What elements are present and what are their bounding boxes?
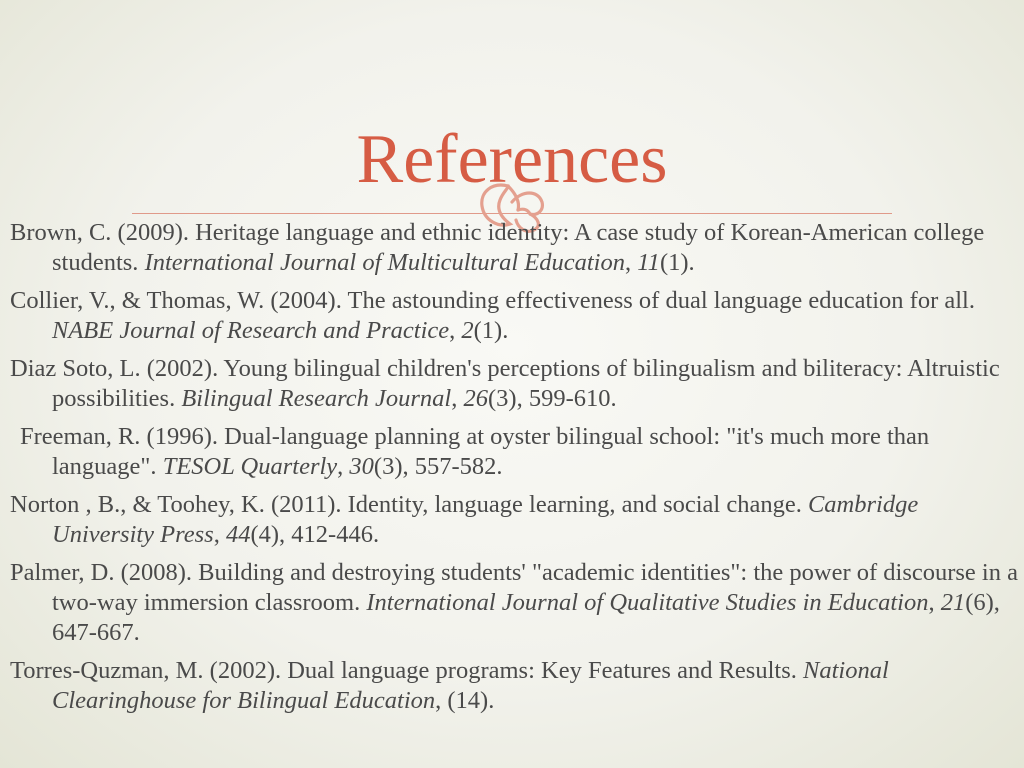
reference-citation: Palmer, D. (2008). Building and destroying students' "academic identities": the power of discourse in a two-way immersion classroom. <box>10 559 1018 616</box>
reference-item: Freeman, R. (1996). Dual-language planning at oyster bilingual school: "it's much more than language". TESOL Quarterly, 30(3), 557-582. <box>20 423 930 480</box>
reference-list <box>10 218 1020 724</box>
reference-source: International Journal of Qualitative Studies in Education <box>366 589 929 616</box>
reference-citation: Freeman, R. (1996). Dual-language planning at oyster bilingual school: "it's much more than language". <box>20 423 930 480</box>
reference-item: Palmer, D. (2008). Building and destroying students' "academic identities": the power of discourse in a two-way immersion classroom. International Journal of Qualitative Studies in Education, 21(6), 647-667. <box>10 559 1018 646</box>
reference-citation: Norton , B., & Toohey, K. (2011). Identity, language learning, and social change. <box>10 491 808 518</box>
reference-issue: (4), 412-446. <box>250 521 380 548</box>
reference-item: Diaz Soto, L. (2002). Young bilingual children's perceptions of bilingualism and biliteracy: Altruistic possibilities. Bilingual Research Journal, 26(3), 599-610. <box>10 355 1000 412</box>
reference-issue: , (14). <box>435 687 495 714</box>
reference-issue: (6), 647-667. <box>52 589 1000 646</box>
reference-source: Bilingual Research Journal <box>181 385 452 412</box>
slide-title: References <box>356 120 668 198</box>
reference-item: Norton , B., & Toohey, K. (2011). Identity, language learning, and social change. Cambridge University Press, 44(4), 412-446. <box>10 491 919 548</box>
reference-citation: Collier, V., & Thomas, W. (2004). The astounding effectiveness of dual language education for all. <box>10 287 975 314</box>
reference-volume: 2 <box>461 317 474 344</box>
reference-volume: 26 <box>463 385 488 412</box>
reference-source: International Journal of Multicultural Education <box>144 249 625 276</box>
reference-issue: (1). <box>473 317 509 344</box>
reference-item: Collier, V., & Thomas, W. (2004). The astounding effectiveness of dual language education for all. NABE Journal of Research and Practice, 2(1). <box>10 287 975 344</box>
reference-issue: (3), 599-610. <box>488 385 617 412</box>
reference-volume: 30 <box>349 453 374 480</box>
reference-volume: 21 <box>940 589 966 616</box>
reference-volume: 44 <box>225 521 251 548</box>
reference-issue: (3), 557-582. <box>373 453 503 480</box>
reference-citation: Torres-Quzman, M. (2002). Dual language programs: Key Features and Results. <box>10 657 803 684</box>
reference-source: National Clearinghouse for Bilingual Education <box>52 657 889 714</box>
reference-volume: 11 <box>637 249 660 276</box>
reference-citation: Brown, C. (2009). Heritage language and ethnic identity: A case study of Korean-American college students. <box>10 219 985 276</box>
reference-source: NABE Journal of Research and Practice <box>52 317 450 344</box>
reference-item: Brown, C. (2009). Heritage language and ethnic identity: A case study of Korean-American college students. International Journal of Multicultural Education, 11(1). <box>10 219 985 276</box>
reference-item <box>10 656 1020 716</box>
reference-source: TESOL Quarterly <box>162 453 338 480</box>
reference-issue: (1). <box>659 249 695 276</box>
reference-citation: Diaz Soto, L. (2002). Young bilingual children's perceptions of bilingualism and biliteracy: Altruistic possibilities. <box>10 355 1000 412</box>
reference-source: Cambridge University Press <box>52 491 919 548</box>
